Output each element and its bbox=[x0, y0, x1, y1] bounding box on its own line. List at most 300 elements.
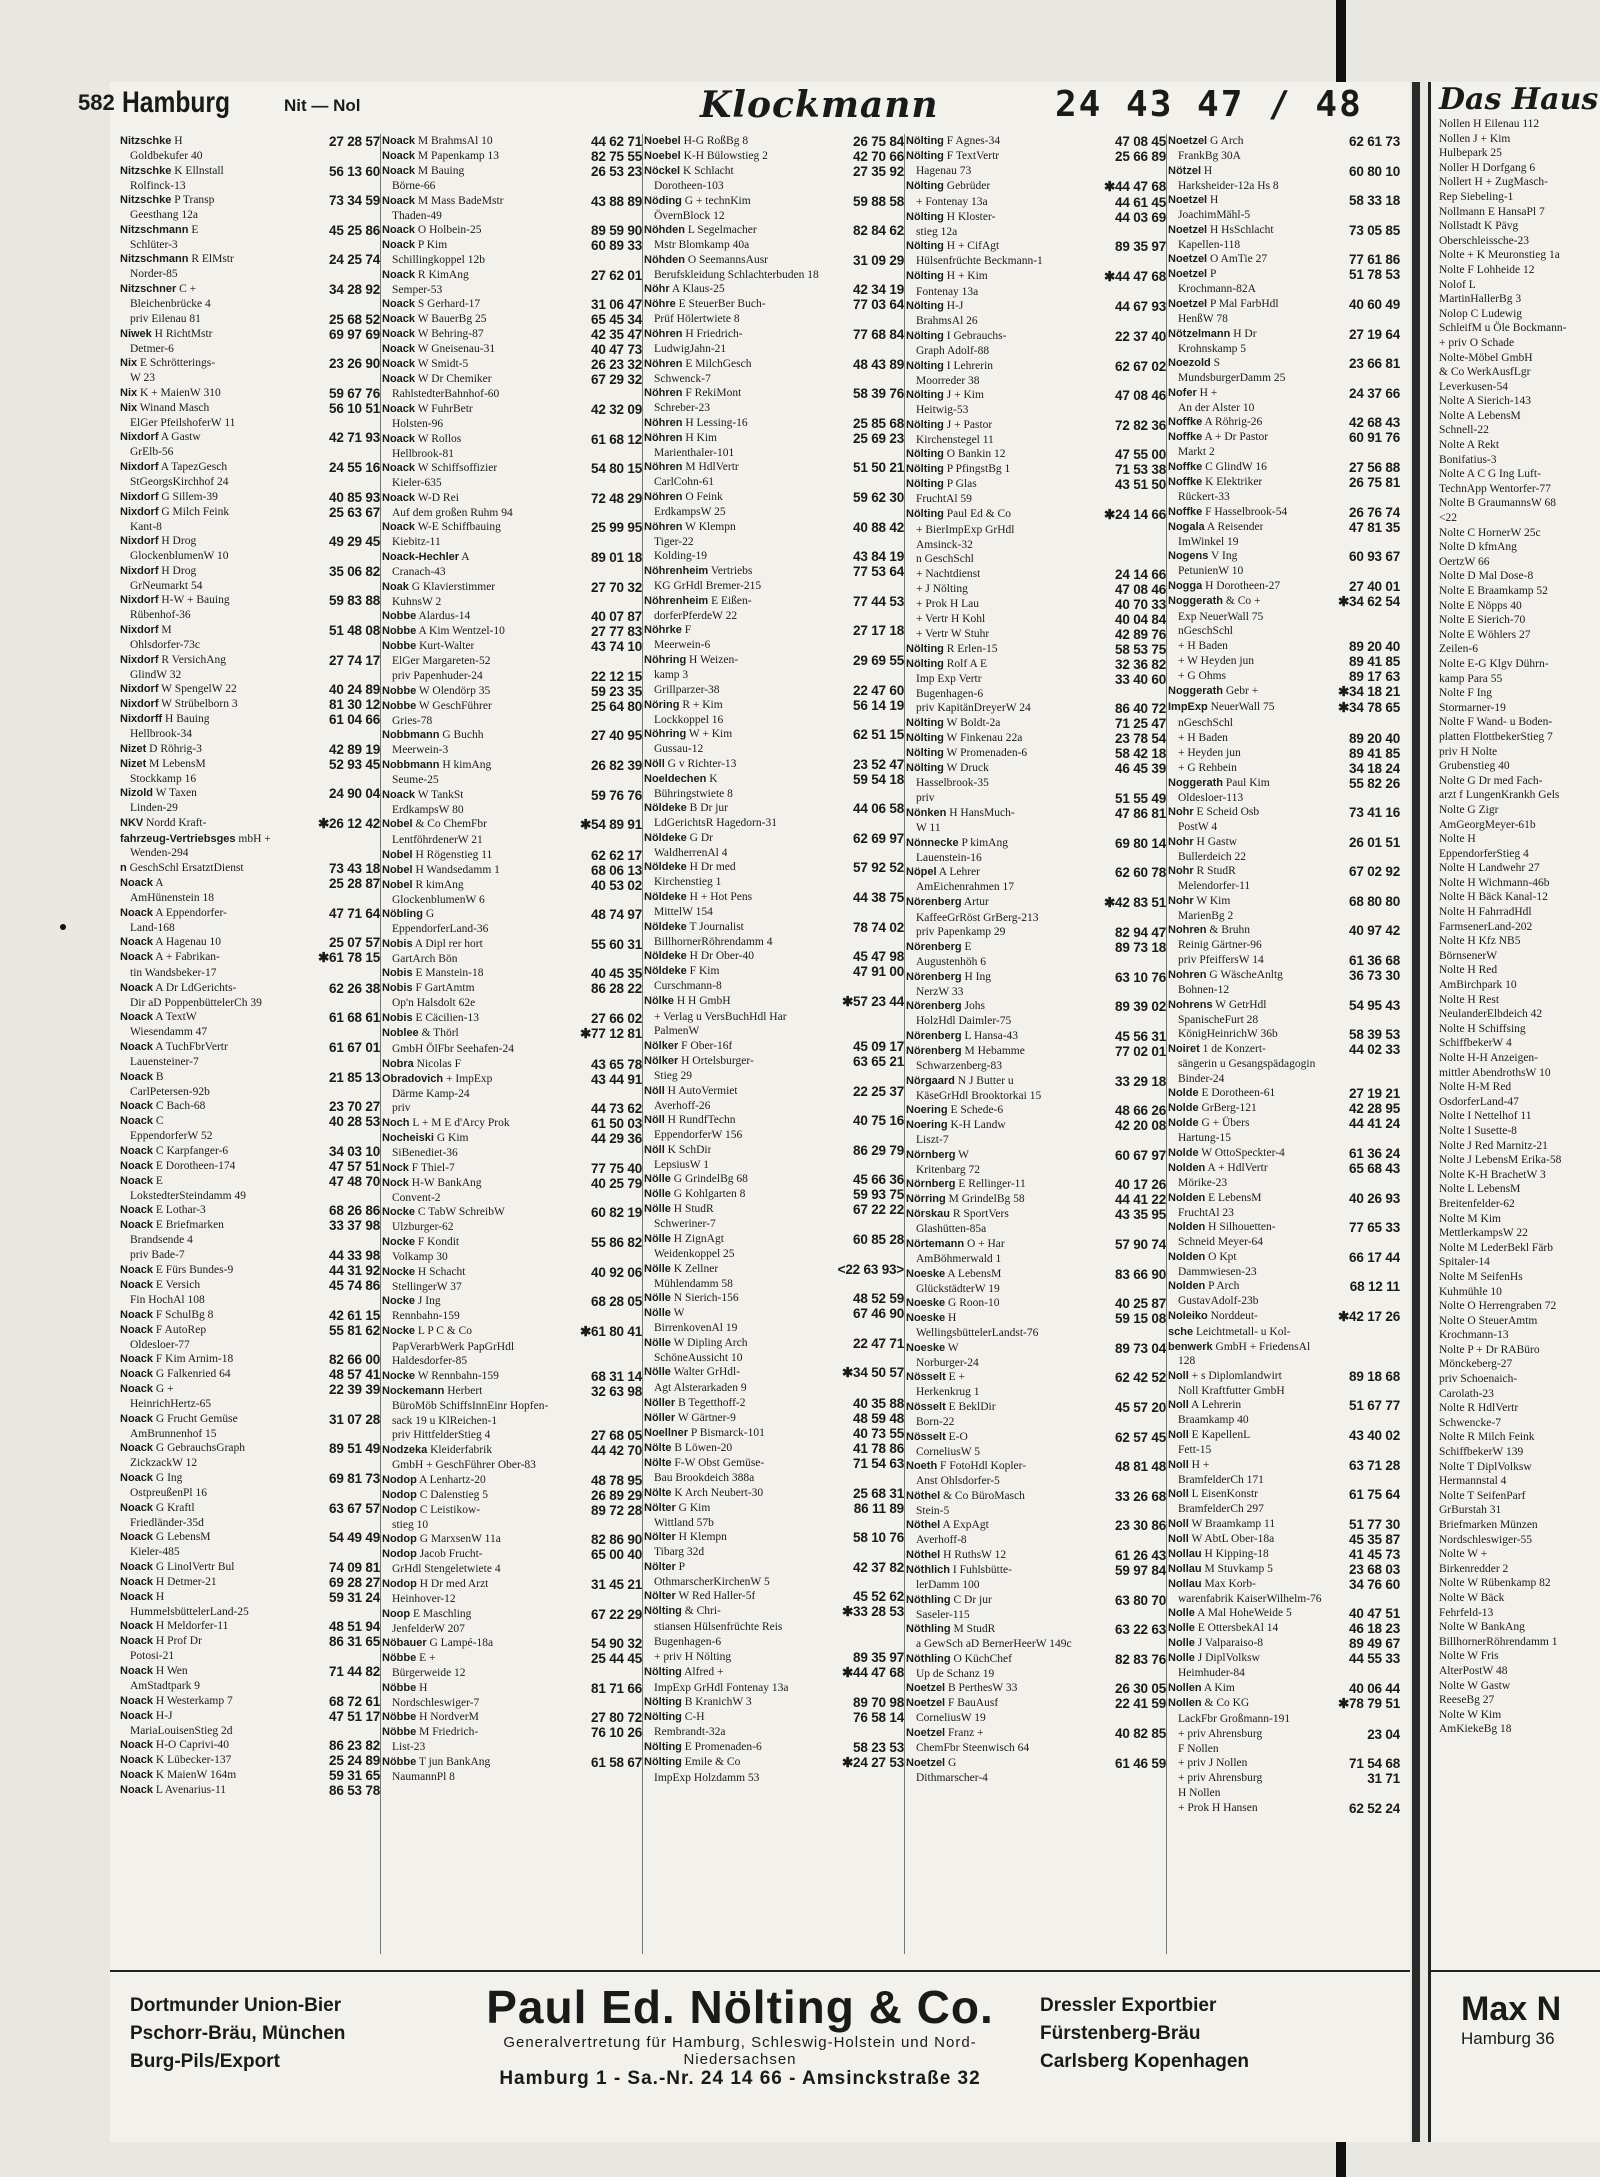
entry-name: Auf dem großen Ruhm 94 bbox=[392, 506, 513, 519]
entry-phone: 34 03 10 bbox=[329, 1143, 380, 1159]
entry-name: Nölting E Promenaden-6 bbox=[644, 1740, 762, 1753]
entry-name: Noack H Prof Dr bbox=[120, 1635, 202, 1648]
entry-name: Nizold W Taxen bbox=[120, 787, 197, 800]
entry-phone bbox=[377, 1085, 380, 1100]
entry-name: Noack A + Fabrikan- bbox=[120, 951, 220, 964]
entry-phone: 27 35 92 bbox=[853, 164, 904, 179]
directory-entry bbox=[382, 1414, 642, 1429]
entry-name: Nölle G Kohlgarten 8 bbox=[644, 1188, 746, 1201]
directory-entry bbox=[120, 238, 380, 253]
entry-name: Nölting H + Kim bbox=[906, 269, 988, 282]
entry-phone: 42 89 19 bbox=[329, 741, 380, 757]
entry-name: Nöpel A Lehrer bbox=[906, 866, 980, 879]
entry-name: + G Ohms bbox=[1178, 669, 1227, 682]
directory-entry bbox=[644, 860, 904, 875]
facing-entry: Nolte W + bbox=[1439, 1548, 1488, 1561]
directory-entry bbox=[906, 955, 1166, 970]
entry-name: Noetzel P Mal FarbHdl bbox=[1168, 297, 1279, 310]
directory-entry bbox=[906, 1415, 1166, 1430]
entry-phone: 51 48 08 bbox=[329, 622, 380, 638]
entry-phone: 25 63 67 bbox=[329, 504, 380, 520]
entry-name: ChemFbr Steenwisch 64 bbox=[916, 1741, 1030, 1754]
entry-name: Nöthlich I Fuhlsbütte- bbox=[906, 1563, 1012, 1576]
directory-entry bbox=[906, 1341, 1166, 1356]
entry-phone: 59 97 84 bbox=[1115, 1562, 1166, 1578]
entry-name: HolzHdl Daimler-75 bbox=[916, 1015, 1012, 1028]
entry-name: Mstr Blomkamp 40a bbox=[654, 239, 750, 252]
entry-phone: 60 80 10 bbox=[1349, 163, 1400, 179]
facing-entry: Nolte H Landwehr 27 bbox=[1439, 862, 1540, 875]
entry-phone: ✱42 83 51 bbox=[1103, 894, 1166, 910]
entry-phone bbox=[901, 342, 904, 357]
entry-name: WellingsbüttelerLandst-76 bbox=[916, 1327, 1039, 1340]
entry-phone: 26 75 84 bbox=[853, 134, 904, 149]
entry-phone: 43 35 95 bbox=[1115, 1207, 1166, 1223]
entry-name: Nobbe Alardus-14 bbox=[382, 610, 471, 623]
entry-phone: 62 52 24 bbox=[1349, 1800, 1400, 1816]
directory-entry bbox=[644, 282, 904, 297]
directory-entry bbox=[382, 1026, 642, 1042]
entry-name: NaumannPl 8 bbox=[392, 1770, 455, 1783]
entry-phone: 69 81 73 bbox=[329, 1470, 380, 1486]
directory-entry bbox=[382, 595, 642, 610]
entry-name: Nodzeka Kleiderfabrik bbox=[382, 1444, 493, 1457]
entry-name: BramfelderCh 297 bbox=[1178, 1503, 1264, 1516]
entry-name: Nixdorf R VersichAng bbox=[120, 653, 227, 666]
entry-name: Nölte F-W Obst Gemüse- bbox=[644, 1456, 765, 1469]
entry-name: Kiebitz-11 bbox=[392, 536, 441, 549]
directory-entry bbox=[120, 638, 380, 653]
directory-entry bbox=[1168, 1161, 1400, 1176]
directory-entry bbox=[1168, 342, 1400, 357]
entry-phone: 40 17 26 bbox=[1115, 1177, 1166, 1193]
directory-entry bbox=[120, 786, 380, 801]
entry-name: Nitzschmann E bbox=[120, 223, 199, 236]
directory-entry bbox=[1168, 923, 1400, 938]
directory-entry bbox=[906, 865, 1166, 880]
directory-entry bbox=[906, 1177, 1166, 1192]
directory-entry bbox=[382, 565, 642, 580]
entry-name: Nölting Gebrüder bbox=[906, 179, 991, 192]
entry-name: Noll W Braamkamp 11 bbox=[1168, 1517, 1276, 1530]
directory-entry bbox=[644, 1291, 904, 1306]
entry-phone: 58 23 53 bbox=[853, 1739, 904, 1755]
entry-phone: 76 58 14 bbox=[853, 1710, 904, 1726]
entry-phone bbox=[639, 1562, 642, 1577]
entry-name: Dir aD PoppenbüttelerCh 39 bbox=[130, 996, 262, 1009]
entry-name: Schwarzenberg-83 bbox=[916, 1060, 1003, 1073]
entry-phone: 27 68 05 bbox=[591, 1428, 642, 1444]
entry-name: Tiger-22 bbox=[654, 535, 694, 548]
directory-entry bbox=[906, 403, 1166, 418]
entry-name: Nölle H ZignAgt bbox=[644, 1233, 724, 1245]
facing-entry: Hermannstal 4 bbox=[1439, 1475, 1507, 1488]
entry-name: Noll W AbtL Ober-18a bbox=[1168, 1532, 1275, 1545]
directory-entry bbox=[382, 1354, 642, 1369]
directory-entry bbox=[120, 981, 380, 996]
directory-entry bbox=[120, 1323, 380, 1338]
entry-phone: 57 92 52 bbox=[853, 860, 904, 876]
entry-phone: 73 43 18 bbox=[329, 861, 380, 877]
facing-entry: Nolte + K Meuronstieg 1a bbox=[1439, 249, 1560, 262]
directory-entry bbox=[1168, 776, 1400, 791]
entry-phone: ✱78 79 51 bbox=[1337, 1695, 1400, 1711]
facing-entry: Grubenstieg 40 bbox=[1439, 760, 1510, 773]
entry-phone bbox=[1397, 1384, 1400, 1399]
entry-phone: 42 68 43 bbox=[1349, 415, 1400, 431]
directory-entry bbox=[1168, 460, 1400, 475]
entry-phone: ✱54 89 91 bbox=[579, 817, 642, 833]
entry-name: Agt Alsterarkaden 9 bbox=[654, 1382, 747, 1395]
facing-entry: GrBurstah 31 bbox=[1439, 1504, 1502, 1517]
entry-name: AmHünenstein 18 bbox=[130, 892, 215, 905]
entry-name: Nolde E Dorotheen-61 bbox=[1168, 1087, 1276, 1100]
entry-name: Noack A Dr LdGerichts- bbox=[120, 981, 237, 994]
entry-phone: 25 85 68 bbox=[853, 415, 904, 431]
entry-name: priv HittfelderStieg 4 bbox=[392, 1429, 491, 1442]
directory-entry bbox=[1168, 1517, 1400, 1532]
entry-name: HeinrichHertz-65 bbox=[130, 1398, 212, 1411]
directory-entry bbox=[906, 1252, 1166, 1267]
entry-phone bbox=[1163, 225, 1166, 240]
directory-entry bbox=[120, 1308, 380, 1323]
entry-phone bbox=[639, 1042, 642, 1057]
entry-name: GrElb-56 bbox=[130, 446, 174, 459]
entry-name: Noack G Ing bbox=[120, 1471, 183, 1484]
entry-phone: 61 36 24 bbox=[1349, 1146, 1400, 1162]
entry-phone: 44 41 22 bbox=[1115, 1192, 1166, 1208]
entry-phone bbox=[1397, 1265, 1400, 1280]
entry-phone: 82 83 76 bbox=[1115, 1651, 1166, 1667]
directory-entry bbox=[644, 1681, 904, 1696]
directory-entry bbox=[382, 833, 642, 848]
entry-phone bbox=[639, 447, 642, 462]
facing-entry: Nolte J Red Marnitz-21 bbox=[1439, 1139, 1548, 1152]
entry-name: Noack G Frucht Gemüse bbox=[120, 1412, 238, 1425]
directory-entry bbox=[906, 761, 1166, 776]
entry-name: Kirchenstegel 11 bbox=[916, 433, 994, 446]
directory-entry bbox=[120, 1218, 380, 1233]
directory-entry bbox=[120, 534, 380, 549]
entry-name: Nöthling M StudR bbox=[906, 1623, 996, 1636]
entry-phone bbox=[1163, 985, 1166, 1000]
entry-name: Noack E Lothar-3 bbox=[120, 1204, 206, 1217]
entry-name: Nöckel K Schlacht bbox=[644, 165, 734, 177]
entry-name: Nollen & Co KG bbox=[1168, 1696, 1250, 1709]
entry-phone bbox=[639, 1458, 642, 1473]
entry-phone: 27 80 72 bbox=[591, 1710, 642, 1726]
entry-phone bbox=[1397, 401, 1400, 416]
directory-entry bbox=[120, 1501, 380, 1516]
entry-phone: 40 75 16 bbox=[853, 1113, 904, 1129]
entry-name: LackFbr Großmann-191 bbox=[1178, 1712, 1291, 1725]
entry-phone bbox=[377, 772, 380, 787]
directory-entry bbox=[906, 418, 1166, 433]
entry-name: Nollau Max Korb- bbox=[1168, 1577, 1256, 1590]
directory-entry bbox=[120, 1753, 380, 1768]
entry-name: Nolle J DiplVolksw bbox=[1168, 1652, 1260, 1665]
directory-entry bbox=[120, 1099, 380, 1114]
facing-entry: Krochmann-13 bbox=[1439, 1329, 1509, 1342]
facing-page-ad bbox=[1431, 1970, 1600, 2142]
entry-phone: 62 61 73 bbox=[1349, 134, 1400, 149]
directory-entry bbox=[644, 1262, 904, 1277]
facing-entry: Bonifatius-3 bbox=[1439, 453, 1497, 466]
facing-entry: Kuhmühle 10 bbox=[1439, 1285, 1502, 1298]
directory-entry bbox=[1168, 894, 1400, 909]
entry-name: Nölle Walter GrHdl- bbox=[644, 1366, 741, 1379]
directory-entry bbox=[1168, 1354, 1400, 1369]
directory-entry bbox=[382, 624, 642, 639]
entry-phone: 73 05 85 bbox=[1349, 222, 1400, 238]
entry-phone bbox=[639, 1592, 642, 1607]
entry-phone bbox=[1397, 1742, 1400, 1757]
facing-entry: Nolte A Sierich-143 bbox=[1439, 395, 1531, 408]
directory-entry bbox=[382, 357, 642, 372]
entry-name: Noack E Briefmarken bbox=[120, 1219, 224, 1232]
directory-entry bbox=[906, 1430, 1166, 1445]
directory-entry bbox=[382, 327, 642, 342]
directory-entry bbox=[120, 460, 380, 475]
directory-entry bbox=[1168, 850, 1400, 865]
entry-name: Nörskau R SportVers bbox=[906, 1208, 1009, 1221]
entry-name: Noack W BauerBg 25 bbox=[382, 313, 487, 326]
entry-phone: 27 66 02 bbox=[591, 1011, 642, 1027]
directory-entry bbox=[1168, 1086, 1400, 1101]
entry-phone: 45 09 17 bbox=[853, 1039, 904, 1055]
entry-phone: 44 06 58 bbox=[853, 801, 904, 817]
entry-name: Rückert-33 bbox=[1178, 490, 1230, 503]
entry-phone bbox=[377, 1456, 380, 1471]
entry-name: Markt 2 bbox=[1178, 446, 1215, 459]
directory-entry bbox=[644, 1336, 904, 1351]
entry-phone bbox=[377, 1338, 380, 1353]
entry-phone: 26 75 81 bbox=[1349, 474, 1400, 490]
entry-phone bbox=[377, 1679, 380, 1694]
entry-phone: 81 30 12 bbox=[329, 697, 380, 713]
entry-phone bbox=[901, 1321, 904, 1336]
directory-entry bbox=[906, 1652, 1166, 1667]
entry-phone: 23 66 81 bbox=[1349, 356, 1400, 372]
directory-entry bbox=[120, 697, 380, 712]
entry-name: + priv J Nollen bbox=[1178, 1757, 1248, 1770]
facing-entry: Nolte F Ing bbox=[1439, 687, 1493, 700]
entry-name: Wiesendamm 47 bbox=[130, 1026, 208, 1039]
entry-phone: 43 88 89 bbox=[591, 193, 642, 209]
entry-name: RahlstedterBahnhof-60 bbox=[392, 388, 500, 401]
entry-phone: 65 00 40 bbox=[591, 1547, 642, 1563]
entry-name: Nodop C Leistikow- bbox=[382, 1503, 481, 1516]
entry-name: Nörtemann O + Har bbox=[906, 1238, 1005, 1251]
entry-phone: 68 28 05 bbox=[591, 1294, 642, 1310]
directory-entry bbox=[1168, 282, 1400, 297]
entry-phone: 86 23 82 bbox=[329, 1738, 380, 1754]
entry-phone bbox=[901, 1277, 904, 1292]
entry-phone: 25 44 45 bbox=[591, 1651, 642, 1667]
entry-name: Nolde W OttoSpeckter-4 bbox=[1168, 1147, 1285, 1160]
entry-name: Noack C Bach-68 bbox=[120, 1100, 206, 1113]
entry-name: sche Leichtmetall- u Kol- bbox=[1168, 1326, 1291, 1338]
entry-phone bbox=[901, 1681, 904, 1696]
directory-entry bbox=[644, 1232, 904, 1247]
entry-phone bbox=[1163, 164, 1166, 179]
entry-name: Nöldeke B Dr jur bbox=[644, 802, 729, 815]
directory-entry bbox=[1168, 149, 1400, 164]
directory-entry bbox=[120, 1352, 380, 1367]
entry-phone: 27 40 95 bbox=[591, 728, 642, 744]
entry-phone: ✱44 47 68 bbox=[841, 1664, 904, 1680]
entry-phone bbox=[639, 1666, 642, 1681]
directory-entry bbox=[906, 1311, 1166, 1326]
directory-entry bbox=[1168, 1562, 1400, 1577]
entry-phone bbox=[901, 1099, 904, 1114]
entry-name: Noack W-E Schiffbauing bbox=[382, 521, 501, 534]
entry-name: + priv H Nölting bbox=[654, 1650, 732, 1663]
directory-entry bbox=[382, 1696, 642, 1711]
directory-entry bbox=[644, 757, 904, 772]
advertisement-banner bbox=[110, 1970, 1410, 2132]
directory-entry bbox=[382, 1755, 642, 1770]
directory-entry bbox=[1168, 1502, 1400, 1517]
entry-phone bbox=[1163, 403, 1166, 418]
entry-name: Noggerath Gebr + bbox=[1168, 684, 1259, 697]
directory-entry bbox=[1168, 164, 1400, 179]
entry-name: Nocke F Kondit bbox=[382, 1236, 460, 1249]
entry-phone bbox=[639, 387, 642, 402]
entry-phone: 47 51 17 bbox=[329, 1708, 380, 1724]
entry-phone bbox=[639, 714, 642, 729]
entry-name: Noack F Kim Arnim-18 bbox=[120, 1353, 234, 1366]
entry-phone: ✱42 17 26 bbox=[1337, 1309, 1400, 1324]
entry-name: Prüf Hölertwiete 8 bbox=[654, 313, 740, 326]
facing-entry: BörnsenerW bbox=[1439, 949, 1498, 962]
entry-phone bbox=[1397, 879, 1400, 894]
entry-phone: 48 74 97 bbox=[591, 907, 642, 923]
directory-entry bbox=[906, 239, 1166, 254]
entry-phone bbox=[1397, 371, 1400, 386]
directory-entry bbox=[1168, 1473, 1400, 1488]
directory-entry bbox=[906, 1118, 1166, 1133]
directory-entry bbox=[1168, 520, 1400, 535]
directory-entry bbox=[1168, 1651, 1400, 1666]
entry-name: Noack A Eppendorfer- bbox=[120, 906, 227, 919]
entry-name: Weidenkoppel 25 bbox=[654, 1248, 735, 1260]
facing-entry: platten FlottbekerStieg 7 bbox=[1439, 730, 1553, 743]
directory-entry bbox=[120, 608, 380, 623]
entry-phone bbox=[639, 1696, 642, 1711]
directory-entry bbox=[382, 1191, 642, 1206]
directory-entry bbox=[644, 1113, 904, 1128]
directory-entry bbox=[644, 490, 904, 505]
entry-name: Bau Brookdeich 388a bbox=[654, 1471, 755, 1484]
entry-phone: 45 47 98 bbox=[853, 949, 904, 965]
directory-entry bbox=[1168, 1369, 1400, 1384]
entry-phone: 61 68 61 bbox=[329, 1010, 380, 1026]
directory-entry bbox=[120, 282, 380, 297]
entry-phone: 67 22 22 bbox=[853, 1202, 904, 1218]
entry-name: kamp 3 bbox=[654, 668, 689, 681]
entry-name: Hellbrook-81 bbox=[392, 447, 454, 460]
directory-entry bbox=[1168, 1428, 1400, 1443]
directory-entry bbox=[120, 179, 380, 194]
entry-name: ImpExp GrHdl Fontenay 13a bbox=[654, 1681, 789, 1694]
entry-phone: 25 99 95 bbox=[591, 520, 642, 536]
entry-name: Nölting W Promenaden-6 bbox=[906, 747, 1028, 760]
entry-phone: 62 60 78 bbox=[1115, 865, 1166, 881]
directory-entry bbox=[906, 1356, 1166, 1371]
entry-name: dorferPferdeW 22 bbox=[654, 609, 738, 622]
entry-name: Noeske G Roon-10 bbox=[906, 1297, 1000, 1310]
entry-name: Noetzel H bbox=[1168, 194, 1219, 207]
entry-name: Nöll K SchDir bbox=[644, 1143, 712, 1156]
entry-name: Nöbbe E + bbox=[382, 1652, 436, 1665]
entry-name: Heinhover-12 bbox=[392, 1592, 456, 1605]
entry-name: Noack A bbox=[120, 877, 164, 890]
directory-entry bbox=[382, 1101, 642, 1116]
entry-phone bbox=[639, 506, 642, 521]
directory-entry bbox=[644, 149, 904, 164]
directory-entry bbox=[906, 1578, 1166, 1593]
entry-phone bbox=[377, 1129, 380, 1144]
directory-entry bbox=[644, 1471, 904, 1486]
directory-entry bbox=[120, 1040, 380, 1055]
entry-name: Noack E Versich bbox=[120, 1279, 201, 1291]
directory-entry bbox=[382, 461, 642, 476]
directory-entry bbox=[1168, 1101, 1400, 1116]
entry-phone bbox=[1397, 179, 1400, 194]
entry-name: Rolfinck-13 bbox=[130, 179, 186, 192]
entry-name: Binder-24 bbox=[1178, 1072, 1225, 1085]
entry-phone bbox=[901, 1217, 904, 1232]
facing-entry: AlterPostW 48 bbox=[1439, 1664, 1508, 1677]
entry-name: Noll + s Diplomlandwirt bbox=[1168, 1369, 1282, 1382]
entry-name: Noack H Detmer-21 bbox=[120, 1575, 217, 1588]
facing-entry: Nolte E Sierich-70 bbox=[1439, 614, 1526, 627]
entry-phone bbox=[1397, 983, 1400, 998]
entry-phone: 54 49 49 bbox=[329, 1530, 380, 1546]
directory-entry bbox=[644, 1069, 904, 1084]
entry-name: Nitzschmann R ElMstr bbox=[120, 253, 234, 266]
entry-phone: 89 51 49 bbox=[329, 1441, 380, 1457]
directory-entry bbox=[382, 1116, 642, 1131]
entry-phone: 62 42 52 bbox=[1115, 1370, 1166, 1386]
directory-entry bbox=[644, 846, 904, 861]
entry-phone bbox=[377, 579, 380, 594]
entry-phone bbox=[377, 891, 380, 906]
facing-entry: Oberschleissche-23 bbox=[1439, 234, 1530, 247]
directory-entry bbox=[644, 134, 904, 149]
directory-entry bbox=[382, 714, 642, 729]
directory-entry bbox=[382, 283, 642, 298]
entry-phone: 69 80 14 bbox=[1115, 835, 1166, 851]
entry-phone bbox=[1397, 312, 1400, 327]
facing-entry: Schwencke-7 bbox=[1439, 1416, 1501, 1429]
entry-phone bbox=[377, 638, 380, 653]
entry-name: + W Heyden jun bbox=[1178, 654, 1255, 667]
entry-phone bbox=[901, 401, 904, 416]
entry-phone: 34 28 92 bbox=[329, 281, 380, 297]
entry-phone: 61 46 59 bbox=[1115, 1755, 1166, 1771]
entry-name: Hartung-15 bbox=[1178, 1132, 1232, 1145]
entry-name: priv KapitänDreyerW 24 bbox=[916, 702, 1031, 715]
entry-phone bbox=[1397, 1502, 1400, 1517]
entry-phone bbox=[1397, 342, 1400, 357]
entry-name: Nobel R kimAng bbox=[382, 878, 464, 891]
entry-name: + Prok H Lau bbox=[916, 597, 980, 610]
entry-phone bbox=[639, 1340, 642, 1355]
directory-entry bbox=[644, 1158, 904, 1173]
directory-entry bbox=[1168, 1592, 1400, 1607]
